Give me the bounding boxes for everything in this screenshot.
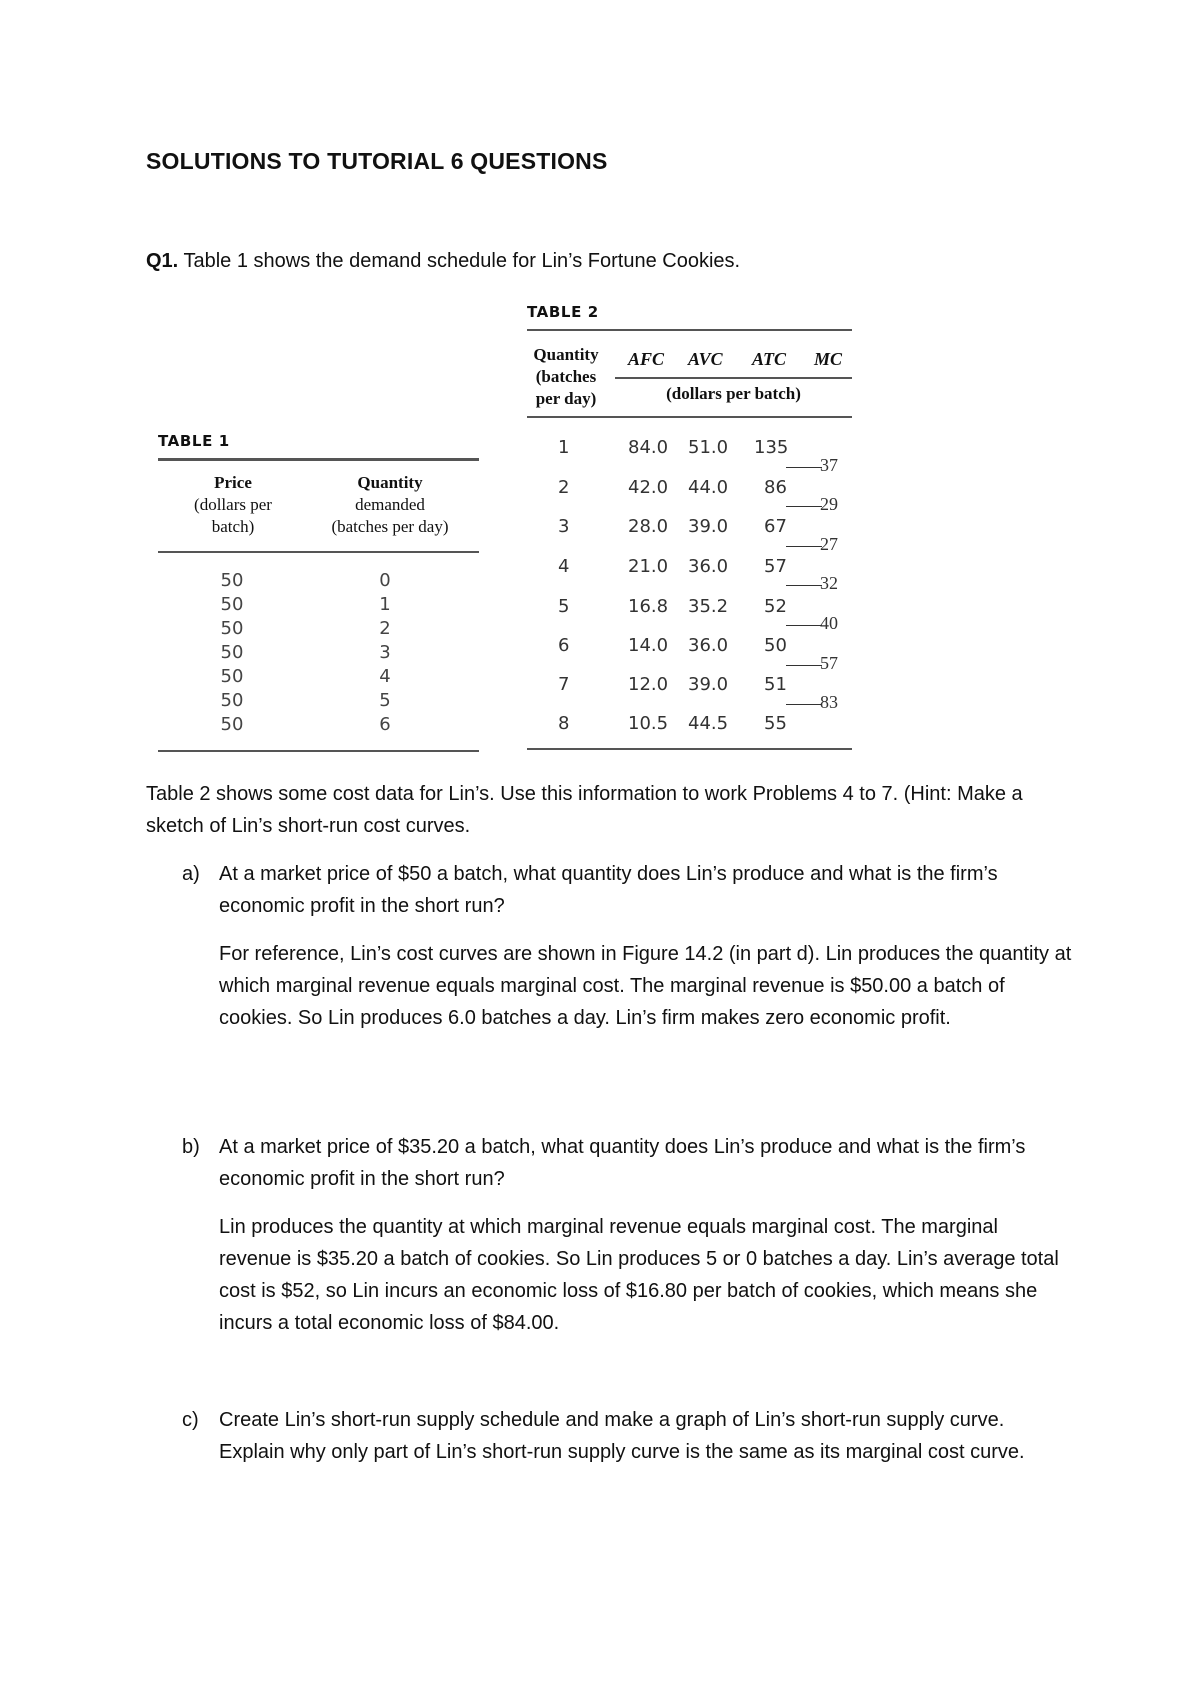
table-2-atc-cell: 86 <box>764 477 787 498</box>
table-2-mc-value: 57 <box>820 653 838 673</box>
table-1-qty-cell: 2 <box>379 618 391 639</box>
table-2-avc-cell: 36.0 <box>688 635 729 656</box>
table-1-price-title: Price <box>214 473 252 492</box>
table-2-avc-cell: 39.0 <box>688 516 729 537</box>
table-1-top-rule <box>158 458 479 461</box>
item-c-label: c) <box>182 1409 199 1431</box>
table-2-mc-connector <box>786 546 822 547</box>
table-1-label: TABLE 1 <box>158 432 230 450</box>
table-2-mc-connector <box>786 467 822 468</box>
table-2-mc-connector <box>786 506 822 507</box>
table-1-price-cell: 50 <box>220 594 244 615</box>
table-1-bottom-rule <box>158 750 479 752</box>
table-2-mc-connector <box>786 665 822 666</box>
table-2-header-mc: MC <box>814 349 843 369</box>
table-2-avc-cell: 35.2 <box>688 596 729 617</box>
item-a-question: At a market price of $50 a batch, what quantity does Lin’s produce and what is the firm’s economic profit in the short run? <box>219 863 998 917</box>
table-2-qty-cell: 1 <box>558 437 570 458</box>
table-2-header-afc: AFC <box>628 349 665 369</box>
table-2-avc-cell: 44.5 <box>688 713 729 734</box>
table-2-units: (dollars per batch) <box>666 384 801 403</box>
table-2-header-rule <box>527 416 852 418</box>
table-2-mc-connector <box>786 625 822 626</box>
table-1-quantity-sub1: demanded <box>355 495 425 514</box>
table-1-header-rule <box>158 551 479 553</box>
table-2-atc-cell: 50 <box>764 635 787 656</box>
table-1-price-sub1: (dollars per <box>194 495 272 514</box>
intro-paragraph: Table 2 shows some cost data for Lin’s. Use this information to work Problems 4 to 7. (Hint: Make a sketch of Lin’s short-run cost curves. <box>146 783 1023 837</box>
table-2-subheader-rule <box>615 377 852 379</box>
question-1-text: Table 1 shows the demand schedule for Lin’s Fortune Cookies. <box>183 250 741 272</box>
table-2-qty-cell: 2 <box>558 477 570 498</box>
table-1-quantity-title: Quantity <box>357 473 423 492</box>
table-2-qty-cell: 4 <box>558 556 570 577</box>
table-2-bottom-rule <box>527 748 852 750</box>
table-2-afc-cell: 84.0 <box>628 437 669 458</box>
table-2-qty-cell: 3 <box>558 516 570 537</box>
table-2-atc-cell: 51 <box>764 674 787 695</box>
item-b-question: At a market price of $35.20 a batch, what quantity does Lin’s produce and what is the firm’s economic profit in the short run? <box>219 1136 1026 1190</box>
table-1-qty-cell: 0 <box>379 570 391 591</box>
table-2-mc-connector <box>786 704 822 705</box>
table-2-top-rule <box>527 329 852 331</box>
table-2-header-avc: AVC <box>688 349 723 369</box>
table-1-price-cell: 50 <box>220 690 244 711</box>
table-1-price-cell: 50 <box>220 714 244 735</box>
table-2-atc-cell: 67 <box>764 516 787 537</box>
table-2-mc-connector <box>786 585 822 586</box>
table-1-header-price <box>158 472 308 538</box>
table-2-avc-cell: 36.0 <box>688 556 729 577</box>
table-1-qty-cell: 1 <box>379 594 391 615</box>
table-1-qty-cell: 3 <box>379 642 391 663</box>
item-a-answer: For reference, Lin’s cost curves are shown in Figure 14.2 (in part d). Lin produces the quantity at which marginal revenue equals marginal cost. The marginal revenue is $50.00 a batch of cookies. So Lin produces 6.0 batches a day. Lin’s firm makes zero economic profit. <box>219 943 1072 1029</box>
table-2-avc-cell: 39.0 <box>688 674 729 695</box>
table-1-price-cell: 50 <box>220 642 244 663</box>
table-2-mc-value: 83 <box>820 692 838 712</box>
table-1-qty-cell: 4 <box>379 666 391 687</box>
table-2-mc-value: 27 <box>820 534 838 554</box>
table-2-atc-cell: 57 <box>764 556 787 577</box>
table-1-qty-cell: 6 <box>379 714 391 735</box>
table-2-afc-cell: 28.0 <box>628 516 669 537</box>
table-2-qty-cell: 5 <box>558 596 570 617</box>
table-2-mc-value: 32 <box>820 573 838 593</box>
table-2-mc-value: 29 <box>820 494 838 514</box>
table-1-header-quantity <box>305 472 475 538</box>
table-1-quantity-sub2: (batches per day) <box>331 517 449 536</box>
table-2-avc-cell: 51.0 <box>688 437 729 458</box>
table-2-qty-h1: Quantity <box>533 345 599 364</box>
item-a-label: a) <box>182 863 200 885</box>
table-2-afc-cell: 12.0 <box>628 674 669 695</box>
table-2-afc-cell: 14.0 <box>628 635 669 656</box>
table-2-afc-cell: 42.0 <box>628 477 669 498</box>
table-2-mc-value: 40 <box>820 613 838 633</box>
table-2-afc-cell: 21.0 <box>628 556 669 577</box>
table-1-price-cell: 50 <box>220 666 244 687</box>
table-2-atc-cell: 135 <box>754 437 789 458</box>
table-2-atc-cell: 52 <box>764 596 787 617</box>
item-c-question: Create Lin’s short-run supply schedule and make a graph of Lin’s short-run supply curve. Explain why only part of Lin’s short-run supply curve is the same as its marginal cost curve. <box>219 1409 1025 1463</box>
table-2-header-quantity <box>522 344 610 410</box>
table-1-price-cell: 50 <box>220 618 244 639</box>
table-2-afc-cell: 16.8 <box>628 596 669 617</box>
item-b-answer: Lin produces the quantity at which marginal revenue equals marginal cost. The marginal revenue is $35.20 a batch of cookies. So Lin produces 5 or 0 batches a day. Lin’s average total cost is $52, so Lin incurs an economic loss of $16.80 per batch of cookies, which means she incurs a total economic loss of $84.00. <box>219 1216 1059 1334</box>
question-1-label: Q1. <box>146 250 179 272</box>
table-2-qty-cell: 7 <box>558 674 570 695</box>
table-2-avc-cell: 44.0 <box>688 477 729 498</box>
table-2-qty-cell: 6 <box>558 635 570 656</box>
table-1-price-cell: 50 <box>220 570 244 591</box>
table-2-header-atc: ATC <box>752 349 787 369</box>
question-1 <box>146 250 740 273</box>
table-2-qty-h2: (batches <box>535 367 597 386</box>
page-title: SOLUTIONS TO TUTORIAL 6 QUESTIONS <box>146 148 608 174</box>
table-2-afc-cell: 10.5 <box>628 713 669 734</box>
table-1-price-sub2: batch) <box>211 517 255 536</box>
table-1-qty-cell: 5 <box>379 690 391 711</box>
table-2-label: TABLE 2 <box>527 303 599 321</box>
table-2-qty-cell: 8 <box>558 713 570 734</box>
item-b-label: b) <box>182 1136 200 1158</box>
table-2-qty-h3: per day) <box>535 389 597 408</box>
table-2-mc-value: 37 <box>820 455 838 475</box>
table-2-atc-cell: 55 <box>764 713 787 734</box>
